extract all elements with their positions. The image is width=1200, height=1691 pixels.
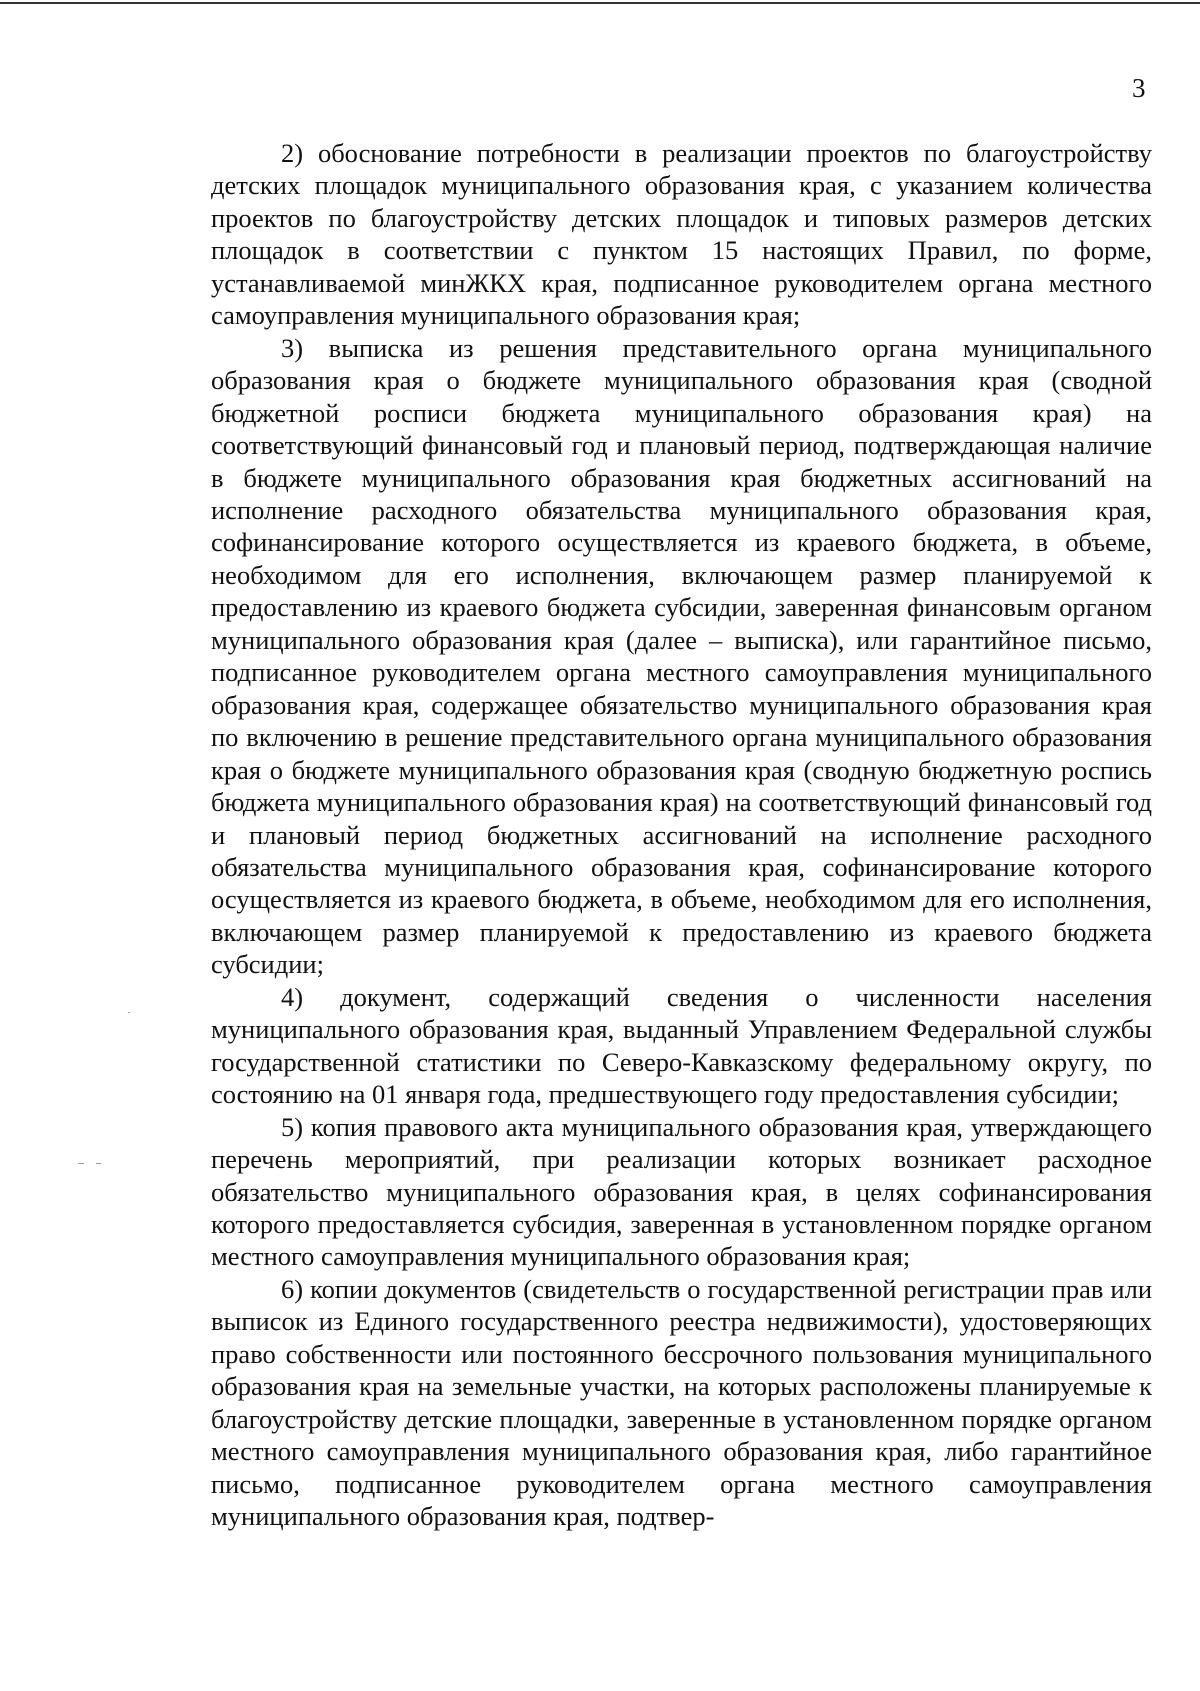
document-body (211, 137, 1152, 1532)
paragraph-item-2: 2) обоснование потребности в реализации проектов по благоустройству детских площадок муниципального образования края, с указанием количества проектов по благоустройству детских площадок и типовых размеров детских площадок в соответствии с пунктом 15 настоящих Правил, по форме, устанавливаемой минЖКХ края, подписанное руководителем органа местного самоуправления муниципального образования края; (211, 138, 1152, 331)
paragraph-item-3: 3) выписка из решения представительного органа муниципального образования края о бюджете муниципального образования края (сводной бюджетной росписи бюджета муниципального образования края) на соответствующий финансовый год и плановый период, подтверждающая наличие в бюджете муниципального образования края бюджетных ассигнований на исполнение расходного обязательства муниципального образования края, софинансирование которого осуществляется из краевого бюджета, в объеме, необходимом для его исполнения, включающем размер планируемой к предоставлению из краевого бюджета субсидии, заверенная финансовым органом муниципального образования края (далее – выписка), или гарантийное письмо, подписанное руководителем органа местного самоуправления муниципального образования края, содержащее обязательство муниципального образования края по включению в решение представительного органа муниципального образования края о бюджете муниципального образования края (сводную бюджетную роспись бюджета муниципального образования края) на соответствующий финансовый год и плановый период бюджетных ассигнований на исполнение расходного обязательства муниципального образования края, софинансирование которого осуществляется из краевого бюджета, в объеме, необходимом для его исполнения, включающем размер планируемой к предоставлению из краевого бюджета субсидии; (211, 332, 1152, 980)
top-edge-line (0, 2, 1200, 4)
paragraph-item-5: 5) копия правового акта муниципального образования края, утверждающего перечень мероприятий, при реализации которых возникает расходное обязательство муниципального образования края, в целях софинансирования которого предоставляется субсидия, заверенная в установленном порядке органом местного самоуправления муниципального образования края; (211, 1111, 1152, 1272)
paragraph-item-4: 4) документ, содержащий сведения о численности населения муниципального образования края, выданный Управлением Федеральной службы государственной статистики по Северо-Кавказскому федеральному округу, по состоянию на 01 января года, предшествующего году предоставления субсидии; (211, 981, 1152, 1110)
scan-artifact (128, 1012, 130, 1013)
paragraph-item-6: 6) копии документов (свидетельств о государственной регистрации прав или выписок из Единого государственного реестра недвижимости), удостоверяющих право собственности или постоянного бессрочного пользования муниципального образования края на земельные участки, на которых расположены планируемые к благоустройству детские площадки, заверенные в установленном порядке органом местного самоуправления муниципального образования края, либо гарантийное письмо, подписанное руководителем органа местного самоуправления муниципального образования края, подтвер- (211, 1273, 1152, 1532)
scan-artifact (78, 1163, 84, 1164)
page-number: 3 (1132, 73, 1146, 103)
scan-artifact (96, 1163, 101, 1164)
